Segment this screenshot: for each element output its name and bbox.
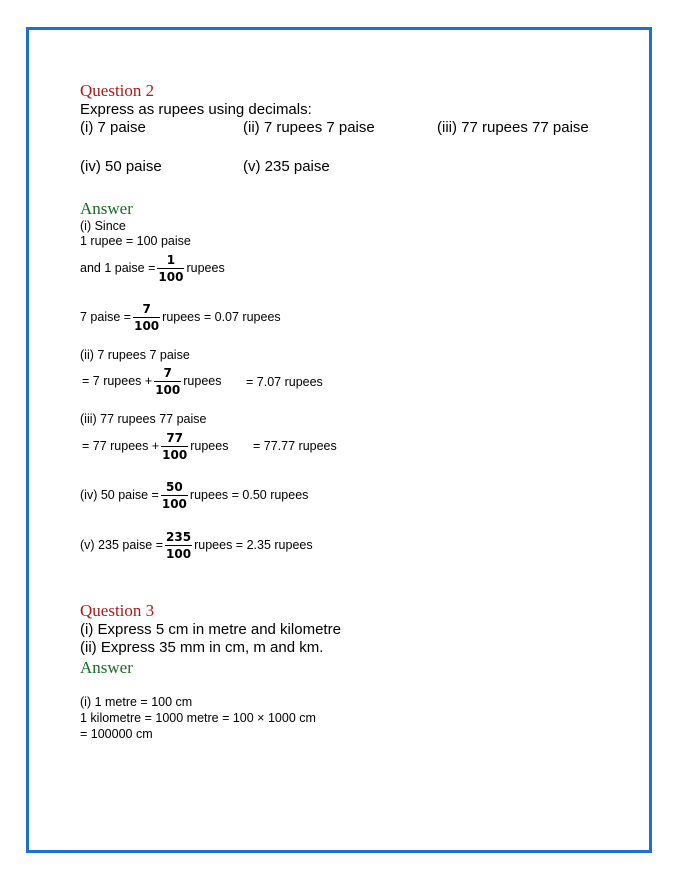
fraction-denominator: 100 <box>166 546 192 561</box>
fraction-numerator: 50 <box>166 479 183 494</box>
question-2-part-ii: (ii) 7 rupees 7 paise <box>243 119 375 136</box>
answer-iii-post: rupees <box>190 439 229 453</box>
answer-3-line-2: 1 kilometre = 1000 metre = 100 × 1000 cm <box>80 711 316 725</box>
question-3-part-i: (i) Express 5 cm in metre and kilometre <box>80 621 341 638</box>
fraction <box>165 530 192 561</box>
answer-part-ii <box>82 362 222 400</box>
answer-ii-post: rupees <box>183 374 222 388</box>
fraction-denominator: 100 <box>155 382 181 397</box>
fraction-denominator: 100 <box>158 269 184 284</box>
question-2-prompt: Express as rupees using decimals: <box>80 101 312 118</box>
answer-2-heading: Answer <box>80 199 133 218</box>
fraction-denominator: 100 <box>162 447 188 462</box>
question-2-part-v: (v) 235 paise <box>243 158 330 175</box>
answer-3-line-3: = 100000 cm <box>80 727 153 741</box>
answer-ii-pre: = 7 rupees + <box>82 374 153 388</box>
answer-part-iv <box>80 476 308 514</box>
question-2-heading: Question 2 <box>80 81 155 100</box>
answer-iii-label: (iii) 77 rupees 77 paise <box>80 412 207 426</box>
answer-iv-post: rupees = 0.50 rupees <box>189 488 309 502</box>
question-2-part-iii: (iii) 77 rupees 77 paise <box>437 119 589 136</box>
paise-definition-post: rupees <box>186 261 225 275</box>
question-3-part-ii: (ii) Express 35 mm in cm, m and km. <box>80 639 324 656</box>
fraction-numerator: 235 <box>166 529 192 544</box>
answer-i-pre: 7 paise = <box>80 310 132 324</box>
fraction-numerator: 7 <box>142 301 151 316</box>
question-2-part-i: (i) 7 paise <box>80 119 146 136</box>
answer-v-pre: (v) 235 paise = <box>80 538 164 552</box>
answer-i-post: rupees = 0.07 rupees <box>162 310 281 324</box>
answer-part-v <box>80 526 313 564</box>
answer-part-iii <box>82 427 228 465</box>
answer-since: (i) Since <box>80 219 126 233</box>
fraction <box>157 253 184 284</box>
answer-3-heading: Answer <box>80 658 133 677</box>
answer-ii-result: = 7.07 rupees <box>246 375 323 389</box>
fraction-numerator: 7 <box>163 365 172 380</box>
rupee-definition: 1 rupee = 100 paise <box>80 234 191 248</box>
fraction <box>133 302 160 333</box>
question-2-part-iv: (iv) 50 paise <box>80 158 162 175</box>
fraction-numerator: 77 <box>166 430 184 445</box>
fraction-denominator: 100 <box>134 318 160 333</box>
fraction <box>161 431 188 462</box>
fraction <box>161 480 188 511</box>
paise-definition <box>80 249 225 287</box>
fraction <box>154 366 181 397</box>
answer-iii-pre: = 77 rupees + <box>82 439 160 453</box>
fraction-numerator: 1 <box>166 252 176 267</box>
paise-definition-pre: and 1 paise = <box>80 261 156 275</box>
answer-3-line-1: (i) 1 metre = 100 cm <box>80 695 193 709</box>
question-3-heading: Question 3 <box>80 601 155 620</box>
fraction-denominator: 100 <box>161 496 187 511</box>
answer-part-i <box>80 298 281 336</box>
answer-iii-result: = 77.77 rupees <box>253 439 337 453</box>
answer-ii-label: (ii) 7 rupees 7 paise <box>80 348 190 362</box>
answer-iv-pre: (iv) 50 paise = <box>80 488 159 502</box>
answer-v-post: rupees = 2.35 rupees <box>194 538 313 552</box>
